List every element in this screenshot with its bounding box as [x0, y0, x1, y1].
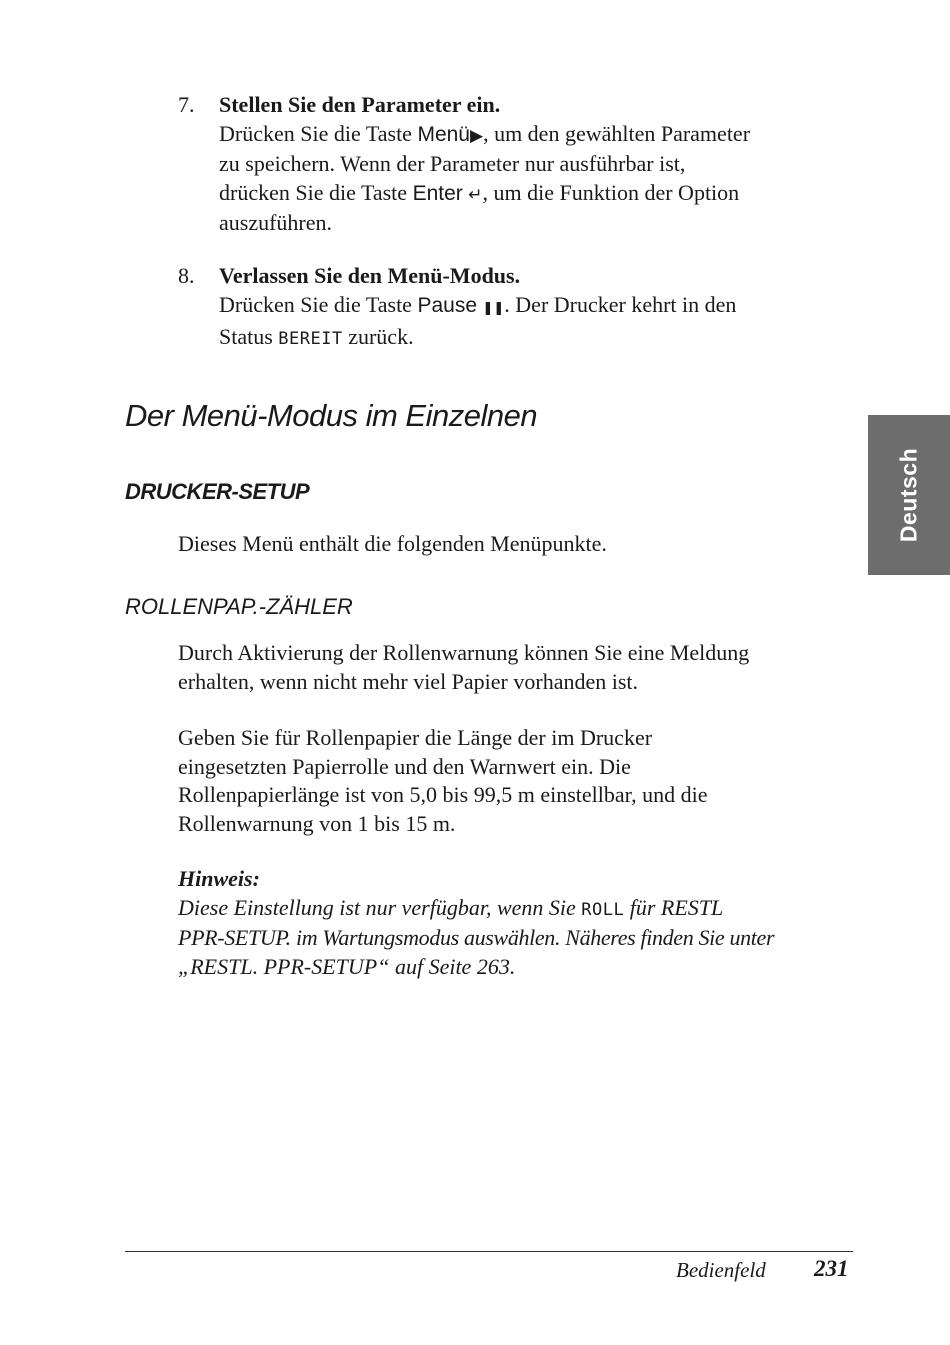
note-line: Diese Einstellung ist nur verfügbar, wenn Sie ROLL für RESTL	[178, 894, 724, 920]
step-title: Verlassen Sie den Menü-Modus.	[219, 263, 521, 288]
lcd-text-roll: ROLL	[581, 899, 625, 920]
note-line: PPR-SETUP. im Wartungsmodus auswählen. Näheres finden Sie unter	[178, 925, 775, 950]
pause-key-label: Pause	[417, 293, 477, 317]
note-line: „RESTL. PPR-SETUP“ auf Seite 263.	[178, 953, 516, 979]
page-number: 231	[814, 1256, 849, 1281]
step-line: auszuführen.	[219, 210, 333, 235]
pause-icon: ❚❚	[482, 300, 505, 316]
section-title: Der Menü-Modus im Einzelnen	[125, 398, 538, 433]
enter-return-icon: ↵	[468, 184, 483, 205]
side-tab-label: Deutsch	[895, 447, 922, 543]
note-title: Hinweis:	[178, 866, 260, 891]
note-block	[178, 865, 868, 981]
step-number: 8.	[178, 263, 195, 288]
play-arrow-icon: ▶	[469, 125, 484, 146]
footer-divider	[125, 1251, 853, 1252]
enter-key-label: Enter	[412, 181, 463, 205]
intro-paragraph: Dieses Menü enthält die folgenden Menüpunkte.	[178, 531, 607, 556]
step-line: zu speichern. Wenn der Parameter nur ausführbar ist,	[219, 151, 686, 176]
paragraph-rollenwarnung: Durch Aktivierung der Rollenwarnung können Sie eine Meldung erhalten, wenn nicht mehr viel Papier vorhanden ist.	[178, 640, 750, 694]
subsection-title: DRUCKER-SETUP	[125, 479, 310, 504]
step-line: drücken Sie die Taste Enter ↵, um die Funktion der Option	[219, 179, 740, 205]
step-line: Status BEREIT zurück.	[219, 324, 414, 349]
paragraph-rollenpapier: Geben Sie für Rollenpapier die Länge der im Drucker eingesetzten Papierrolle und den Warnwert ein. Die Rollenpapierlänge ist von 5,0 bis 99,5 m einstellbar, und die Rollenwarnung von 1 bis 15 m.	[178, 725, 708, 836]
step-number: 7.	[178, 92, 195, 117]
step-line: Drücken Sie die Taste Menü▶, um den gewählten Parameter	[219, 120, 751, 146]
step-line: Drücken Sie die Taste Pause ❚❚. Der Drucker kehrt in den	[219, 291, 737, 317]
subsubsection-title: ROLLENPAP.-ZÄHLER	[125, 594, 353, 619]
step-title: Stellen Sie den Parameter ein.	[219, 92, 501, 117]
footer-section-name: Bedienfeld	[676, 1258, 766, 1282]
menu-key-label: Menü	[417, 122, 470, 146]
language-side-tab	[868, 415, 950, 575]
lcd-text-bereit: BEREIT	[278, 329, 343, 349]
